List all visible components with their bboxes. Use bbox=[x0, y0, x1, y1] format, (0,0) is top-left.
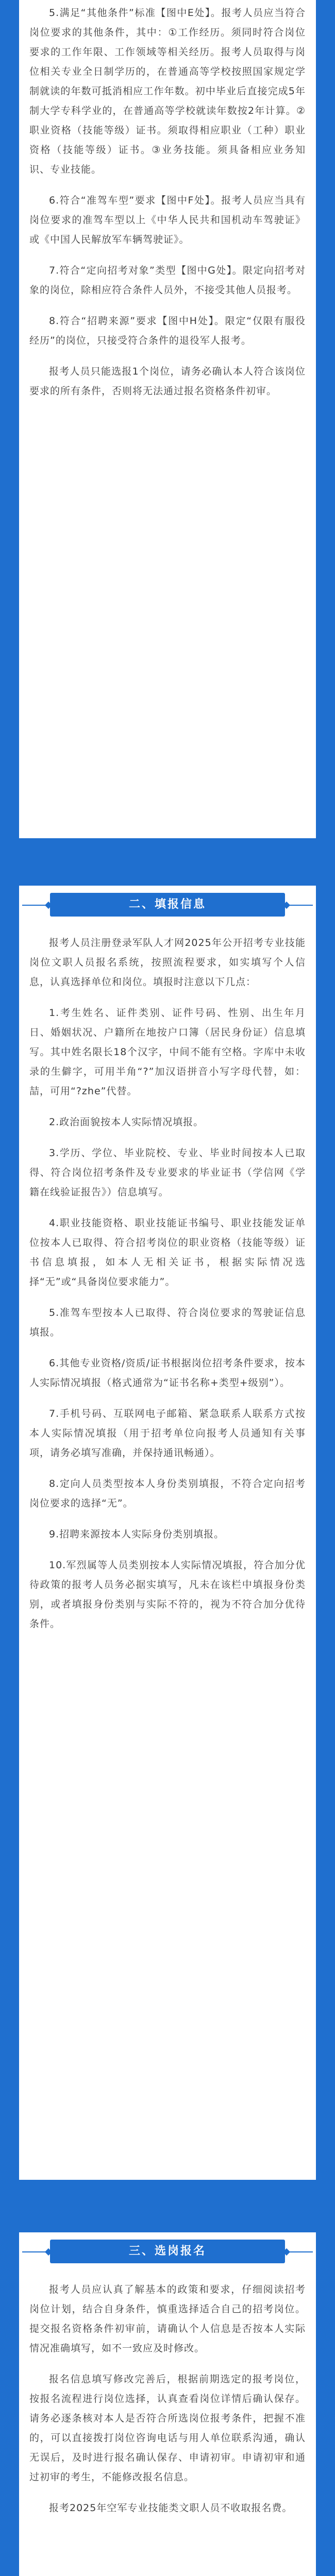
paragraph: 报考人员注册登录军队人才网2025年公开招考专业技能岗位文职人员报名系统，按照流程要求，如实填写个人信息，认真选择单位和岗位。填报时注意以下几点： bbox=[29, 937, 306, 988]
paragraph: 1.考生姓名、证件类别、证件号码、性别、出生年月日、婚姻状况、户籍所在地按户口簿（居民身份证）信息填写。其中姓名限长18个汉字，中间不能有空格。字库中未收录的生僻字，可用半角“?”加汉语拼音小写字母代替，如：喆，可用“?zhe”代替。 bbox=[29, 1007, 306, 1097]
card-body bbox=[29, 2280, 306, 2576]
section-header bbox=[19, 2235, 316, 2267]
paragraph: 8.符合“招聘来源”要求【图中H处】。限定“仅限有服役经历”的岗位，只接受符合条件的退役军人报考。 bbox=[29, 315, 306, 346]
content-card-fill-info bbox=[18, 884, 317, 2181]
section-header bbox=[19, 889, 316, 921]
paragraph: 7.符合“定向招考对象”类型【图中G处】。限定向招考对象的岗位，除相应符合条件人员外，不接受其他人员报考。 bbox=[29, 265, 306, 296]
card-body bbox=[29, 933, 306, 2180]
section-title: 二、填报信息 bbox=[128, 898, 206, 911]
content-card-select-post bbox=[18, 2231, 317, 2576]
paragraph: 10.军烈属等人员类别按本人实际情况填报，符合加分优待政策的报考人员务必据实填写，凡未在该栏中填报身份类别，或者填报身份类别与实际不符的，视为不符合加分优待条件。 bbox=[29, 1560, 306, 1630]
paragraph: 6.符合“准驾车型”要求【图中F处】。报考人员应当具有岗位要求的准驾车型以上《中华人民共和国机动车驾驶证》或《中国人民解放军车辆驾驶证》。 bbox=[29, 195, 306, 245]
paragraph: 7.手机号码、互联网电子邮箱、紧急联系人联系方式按本人实际情况填报（用于招考单位向报考人员通知有关事项，请务必填写准确，并保持通讯畅通）。 bbox=[29, 1408, 306, 1459]
paragraph: 报考2025年空军专业技能类文职人员不收取报名费。 bbox=[49, 2502, 293, 2514]
paragraph: 6.其他专业资格/资质/证书根据岗位招考条件要求，按本人实际情况填报（格式通常为“证书名称+类型+级别”）。 bbox=[29, 1358, 306, 1388]
paragraph: 3.学历、学位、毕业院校、专业、毕业时间按本人已取得、符合岗位招考条件及专业要求的毕业证书（学信网《学籍在线验证报告》）信息填写。 bbox=[29, 1147, 306, 1198]
content-card-conditions bbox=[18, 0, 317, 840]
card-body bbox=[29, 3, 306, 838]
paragraph: 2.政治面貌按本人实际情况填报。 bbox=[49, 1116, 204, 1128]
paragraph: 报名信息填写修改完善后，根据前期选定的报考岗位，按报名流程进行岗位选择，认真查看岗位详情后确认保存。请务必逐条核对本人是否符合所选岗位报考条件，把握不准的，可以直接拨打岗位咨询电话与用人单位联系沟通，确认无误后，及时进行报名确认保存、申请初审。申请初审和通过初审的考生，不能修改报名信息。 bbox=[29, 2374, 306, 2483]
paragraph: 报考人员只能选报1个岗位，请务必确认本人符合该岗位要求的所有条件，否则将无法通过报名资格条件初审。 bbox=[29, 366, 306, 397]
paragraph: 9.招聘来源按本人实际身份类别填报。 bbox=[49, 1529, 225, 1540]
paragraph: 4.职业技能资格、职业技能证书编号、职业技能发证单位按本人已取得、符合招考岗位的职业资格（技能等级）证书信息填报，如本人无相关证书，根据实际情况选择“无”或“具备岗位要求能力”。 bbox=[29, 1217, 306, 1287]
paragraph: 5.准驾车型按本人已取得、符合岗位要求的驾驶证信息填报。 bbox=[29, 1307, 306, 1338]
section-title: 三、选岗报名 bbox=[128, 2245, 206, 2258]
paragraph: 报考人员应认真了解基本的政策和要求，仔细阅读招考岗位计划，结合自身条件，慎重选择适合自己的招考岗位。提交报名资格条件初审前，请确认个人信息是否按本人实际情况准确填写，如不一致应及时修改。 bbox=[29, 2284, 306, 2354]
paragraph: 5.满足“其他条件”标准【图中E处】。报考人员应当符合岗位要求的其他条件，其中：①工作经历。须同时符合岗位要求的工作年限、工作领域等相关经历。报考人员取得与岗位相关专业全日制学历的，在普通高等学校按照国家规定学制就读的年数可抵消相应工作年数。初中毕业后直接完成5年制大学专科学业的，在普通高等学校就读年数按2年计算。②职业资格（技能等级）证书。须取得相应职业（工种）职业资格（技能等级）证书。③业务技能。须具备相应业务知识、专业技能。 bbox=[29, 7, 306, 175]
paragraph: 8.定向人员类型按本人身份类别填报，不符合定向招考岗位要求的选择“无”。 bbox=[29, 1478, 306, 1509]
